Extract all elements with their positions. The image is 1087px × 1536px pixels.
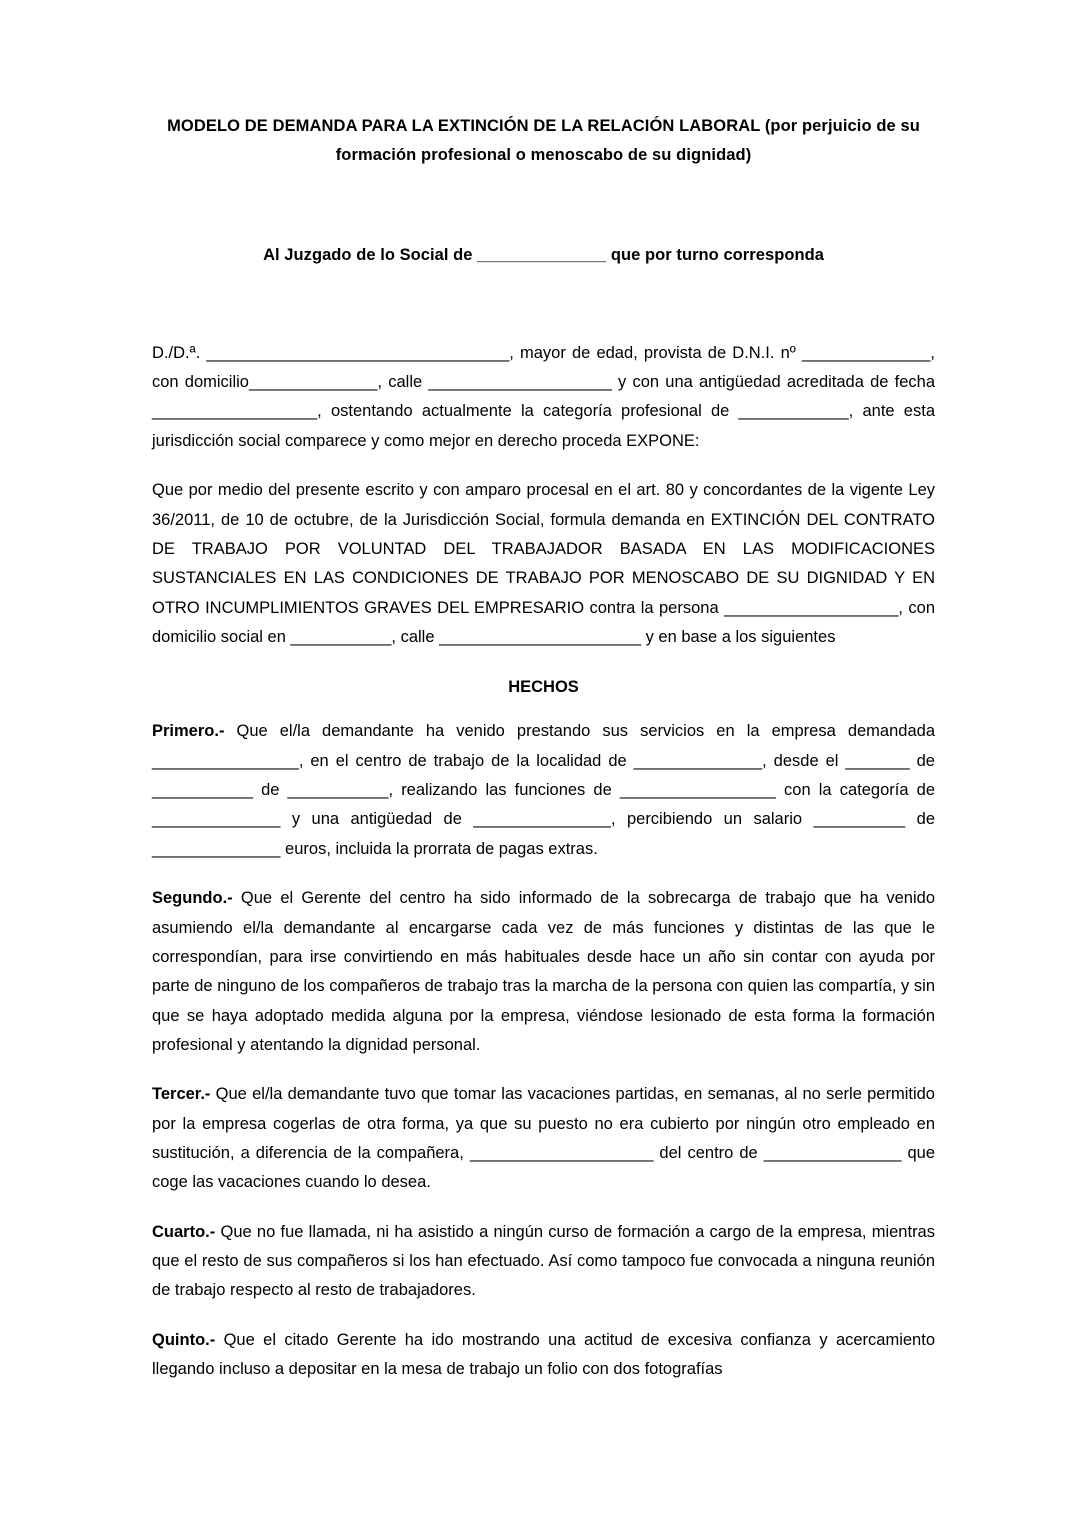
court-addressee-line: Al Juzgado de lo Social de ______________ que por turno corresponda [263, 245, 824, 264]
fact-segundo-label: Segundo.- [152, 889, 233, 908]
fact-quinto-label: Quinto.- [152, 1330, 216, 1349]
expone-paragraph: Que por medio del presente escrito y con amparo procesal en el art. 80 y concordantes de la vigente Ley 36/2011, de 10 de octubre, de la Jurisdicción Social, formula demanda en EXTINCIÓN DEL CONTRATO DE TRABAJO POR VOLUNTAD DEL TRABAJADOR BASADA EN LAS MODIFICACIONES SUSTANCIALES EN LAS CONDICIONES DE TRABAJO POR MENOSCABO DE SU DIGNIDAD Y EN OTRO INCUMPLIMIENTOS GRAVES DEL EMPRESARIO contra la persona ___________________, con domicilio social en ___________, calle ______________________ y en base a los siguientes [152, 481, 935, 646]
intro-paragraph: D./D.ª. _________________________________, mayor de edad, provista de D.N.I. nº ______________, con domicilio______________, calle ____________________ y con una antigüedad acreditada de fecha __________________, ostentando actualmente la categoría profesional de ____________, ante esta jurisdicción social comparece y como mejor en derecho proceda EXPONE: [152, 343, 935, 450]
hechos-heading: HECHOS [508, 678, 579, 697]
fact-cuarto-text: Que no fue llamada, ni ha asistido a ningún curso de formación a cargo de la empresa, mientras que el resto de sus compañeros si los han efectuado. Así como tampoco fue convocada a ninguna reunión de trabajo respecto al resto de trabajadores. [152, 1222, 935, 1300]
fact-segundo [152, 884, 935, 1060]
fact-cuarto [152, 1218, 935, 1306]
document-title [152, 112, 935, 170]
fact-segundo-text: Que el Gerente del centro ha sido informado de la sobrecarga de trabajo que ha venido asumiendo el/la demandante al encargarse cada vez de más funciones y distintas de las que le correspondían, para irse convirtiendo en más habituales desde hace un año sin contar con ayuda por parte de ninguno de los compañeros de trabajo tras la marcha de la persona con quien las compartía, y sin que se haya adoptado medida alguna por la empresa, viéndose lesionado de esta forma la formación profesional y atentando la dignidad personal. [152, 889, 935, 1054]
fact-cuarto-label: Cuarto.- [152, 1222, 216, 1241]
document-title-line-2: formación profesional o menoscabo de su dignidad) [335, 145, 752, 164]
fact-tercer-text: Que el/la demandante tuvo que tomar las vacaciones partidas, en semanas, al no serle permitido por la empresa cogerlas de otra forma, ya que su puesto no era cubierto por ningún otro empleado en sustitución, a diferencia de la compañera, ____________________ del centro de _______________ que coge las vacaciones cuando lo desea. [152, 1085, 935, 1192]
fact-tercer-label: Tercer.- [152, 1085, 211, 1104]
fact-quinto-text: Que el citado Gerente ha ido mostrando una actitud de excesiva confianza y acercamiento llegando incluso a depositar en la mesa de trabajo un folio con dos fotografías [152, 1330, 935, 1379]
fact-quinto [152, 1326, 935, 1385]
fact-primero-text: Que el/la demandante ha venido prestando sus servicios en la empresa demandada ________________, en el centro de trabajo de la localidad de ______________, desde el _______ de ___________ de ___________, realizando las funciones de _________________ con la categoría de ______________ y una antigüedad de _______________, percibiendo un salario __________ de ______________ euros, incluida la prorrata de pagas extras. [152, 722, 935, 858]
fact-primero-label: Primero.- [152, 722, 225, 741]
document-title-line-1: MODELO DE DEMANDA PARA LA EXTINCIÓN DE LA RELACIÓN LABORAL (por perjuicio de su [167, 117, 920, 135]
fact-tercer [152, 1080, 935, 1197]
fact-primero [152, 717, 935, 864]
